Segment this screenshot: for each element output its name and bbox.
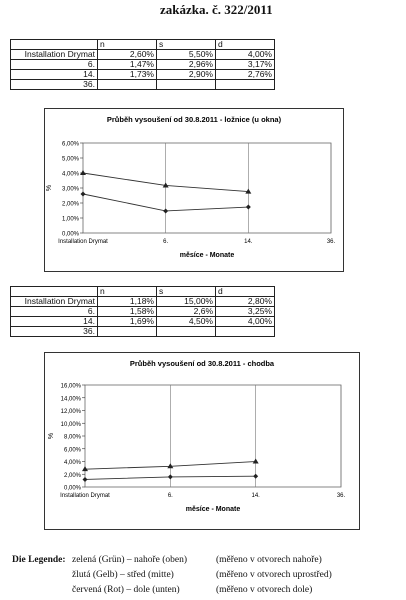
y-tick-label: 2,00% xyxy=(61,201,79,208)
x-axis-label: měsíce - Monate xyxy=(185,506,241,513)
y-tick-label: 5,00% xyxy=(61,156,79,163)
plot-area xyxy=(83,143,331,233)
y-tick-label: 4,00% xyxy=(63,460,81,466)
table-header-row xyxy=(11,287,275,297)
table-header-cell: n xyxy=(98,40,157,50)
x-tick-label: 36. xyxy=(326,239,336,245)
legend-color-text: žlutá (Gelb) – střed (mitte) xyxy=(72,570,174,580)
chart-bedroom-svg xyxy=(45,109,343,271)
y-tick-label: 0,00% xyxy=(63,485,81,492)
table-row xyxy=(11,60,275,70)
chart-hallway xyxy=(44,352,360,530)
y-tick-label: 16,00% xyxy=(60,383,81,390)
table-row xyxy=(11,70,275,80)
table-header-cell: s xyxy=(157,287,216,297)
row-label: 36. xyxy=(11,80,98,90)
table-row xyxy=(11,80,275,90)
plot-area xyxy=(85,385,341,487)
chart-title: Průběh vysoušení od 30.8.2011 - ložnice (u okna) xyxy=(106,115,282,124)
legend-color-text: zelená (Grün) – nahoře (oben) xyxy=(72,555,187,565)
y-tick-label: 8,00% xyxy=(63,434,81,441)
y-tick-label: 6,00% xyxy=(63,447,81,454)
x-tick-label: 6. xyxy=(163,239,169,245)
row-label: Installation Drymat xyxy=(11,297,98,307)
y-tick-label: 12,00% xyxy=(60,409,81,415)
data-table-2 xyxy=(10,286,275,337)
x-tick-label: 36. xyxy=(336,493,346,499)
cell-s: 15,00% xyxy=(157,297,216,307)
row-label: 6. xyxy=(11,307,98,317)
cell-s: 5,50% xyxy=(157,50,216,60)
cell-d xyxy=(216,80,275,90)
table-row xyxy=(11,307,275,317)
cell-s xyxy=(157,80,216,90)
table-header-cell: n xyxy=(98,287,157,297)
cell-n: 2,60% xyxy=(98,50,157,60)
x-tick-label: Installation Drymat xyxy=(60,493,110,499)
cell-n: 1,73% xyxy=(98,70,157,80)
y-tick-label: 0,00% xyxy=(61,231,79,238)
y-tick-label: 6,00% xyxy=(61,141,79,148)
legend-note: (měřeno v otvorech uprostřed) xyxy=(216,570,332,580)
table-header-row xyxy=(11,40,275,50)
table-header-cell: d xyxy=(216,287,275,297)
cell-n: 1,47% xyxy=(98,60,157,70)
y-tick-label: 10,00% xyxy=(60,421,81,428)
cell-n: 1,18% xyxy=(98,297,157,307)
page-title: zakázka. č. 322/2011 xyxy=(160,2,273,17)
legend-note: (měřeno v otvorech dole) xyxy=(216,585,313,595)
cell-d: 2,80% xyxy=(216,297,275,307)
table-row xyxy=(11,327,275,337)
y-axis-label: % xyxy=(46,184,53,192)
table-header-cell xyxy=(11,40,98,50)
cell-d xyxy=(216,327,275,337)
x-axis-label: měsíce - Monate xyxy=(179,252,235,259)
table-row xyxy=(11,50,275,60)
cell-n: 1,58% xyxy=(98,307,157,317)
row-label: 6. xyxy=(11,60,98,70)
table-header-cell: d xyxy=(216,40,275,50)
cell-d: 4,00% xyxy=(216,317,275,327)
data-table-1 xyxy=(10,39,275,90)
legend-label: Die Legende: xyxy=(12,555,66,565)
cell-d: 3,17% xyxy=(216,60,275,70)
cell-s: 2,90% xyxy=(157,70,216,80)
y-axis-label: % xyxy=(48,432,55,440)
x-tick-label: 6. xyxy=(167,493,173,499)
chart-hallway-svg xyxy=(45,353,359,529)
legend-color-text: červená (Rot) – dole (unten) xyxy=(72,585,180,595)
chart-title: Průběh vysoušení od 30.8.2011 - chodba xyxy=(129,359,275,368)
table-header-cell xyxy=(11,287,98,297)
row-label: Installation Drymat xyxy=(11,50,98,60)
cell-s: 2,96% xyxy=(157,60,216,70)
table-header-cell: s xyxy=(157,40,216,50)
row-label: 14. xyxy=(11,317,98,327)
x-tick-label: Installation Drymat xyxy=(58,239,108,245)
y-tick-label: 1,00% xyxy=(61,216,79,223)
cell-n xyxy=(98,327,157,337)
row-label: 36. xyxy=(11,327,98,337)
y-tick-label: 14,00% xyxy=(60,396,81,403)
cell-n: 1,69% xyxy=(98,317,157,327)
x-tick-label: 14. xyxy=(251,493,260,499)
x-tick-label: 14. xyxy=(244,239,253,245)
cell-d: 2,76% xyxy=(216,70,275,80)
cell-s xyxy=(157,327,216,337)
y-tick-label: 4,00% xyxy=(61,171,79,178)
cell-s: 2,6% xyxy=(157,307,216,317)
cell-n xyxy=(98,80,157,90)
row-label: 14. xyxy=(11,70,98,80)
y-tick-label: 2,00% xyxy=(63,472,81,479)
y-tick-label: 3,00% xyxy=(61,186,79,193)
legend-note: (měřeno v otvorech nahoře) xyxy=(216,555,322,565)
cell-d: 3,25% xyxy=(216,307,275,317)
table-row xyxy=(11,297,275,307)
chart-bedroom xyxy=(44,108,344,272)
cell-s: 4,50% xyxy=(157,317,216,327)
table-row xyxy=(11,317,275,327)
cell-d: 4,00% xyxy=(216,50,275,60)
